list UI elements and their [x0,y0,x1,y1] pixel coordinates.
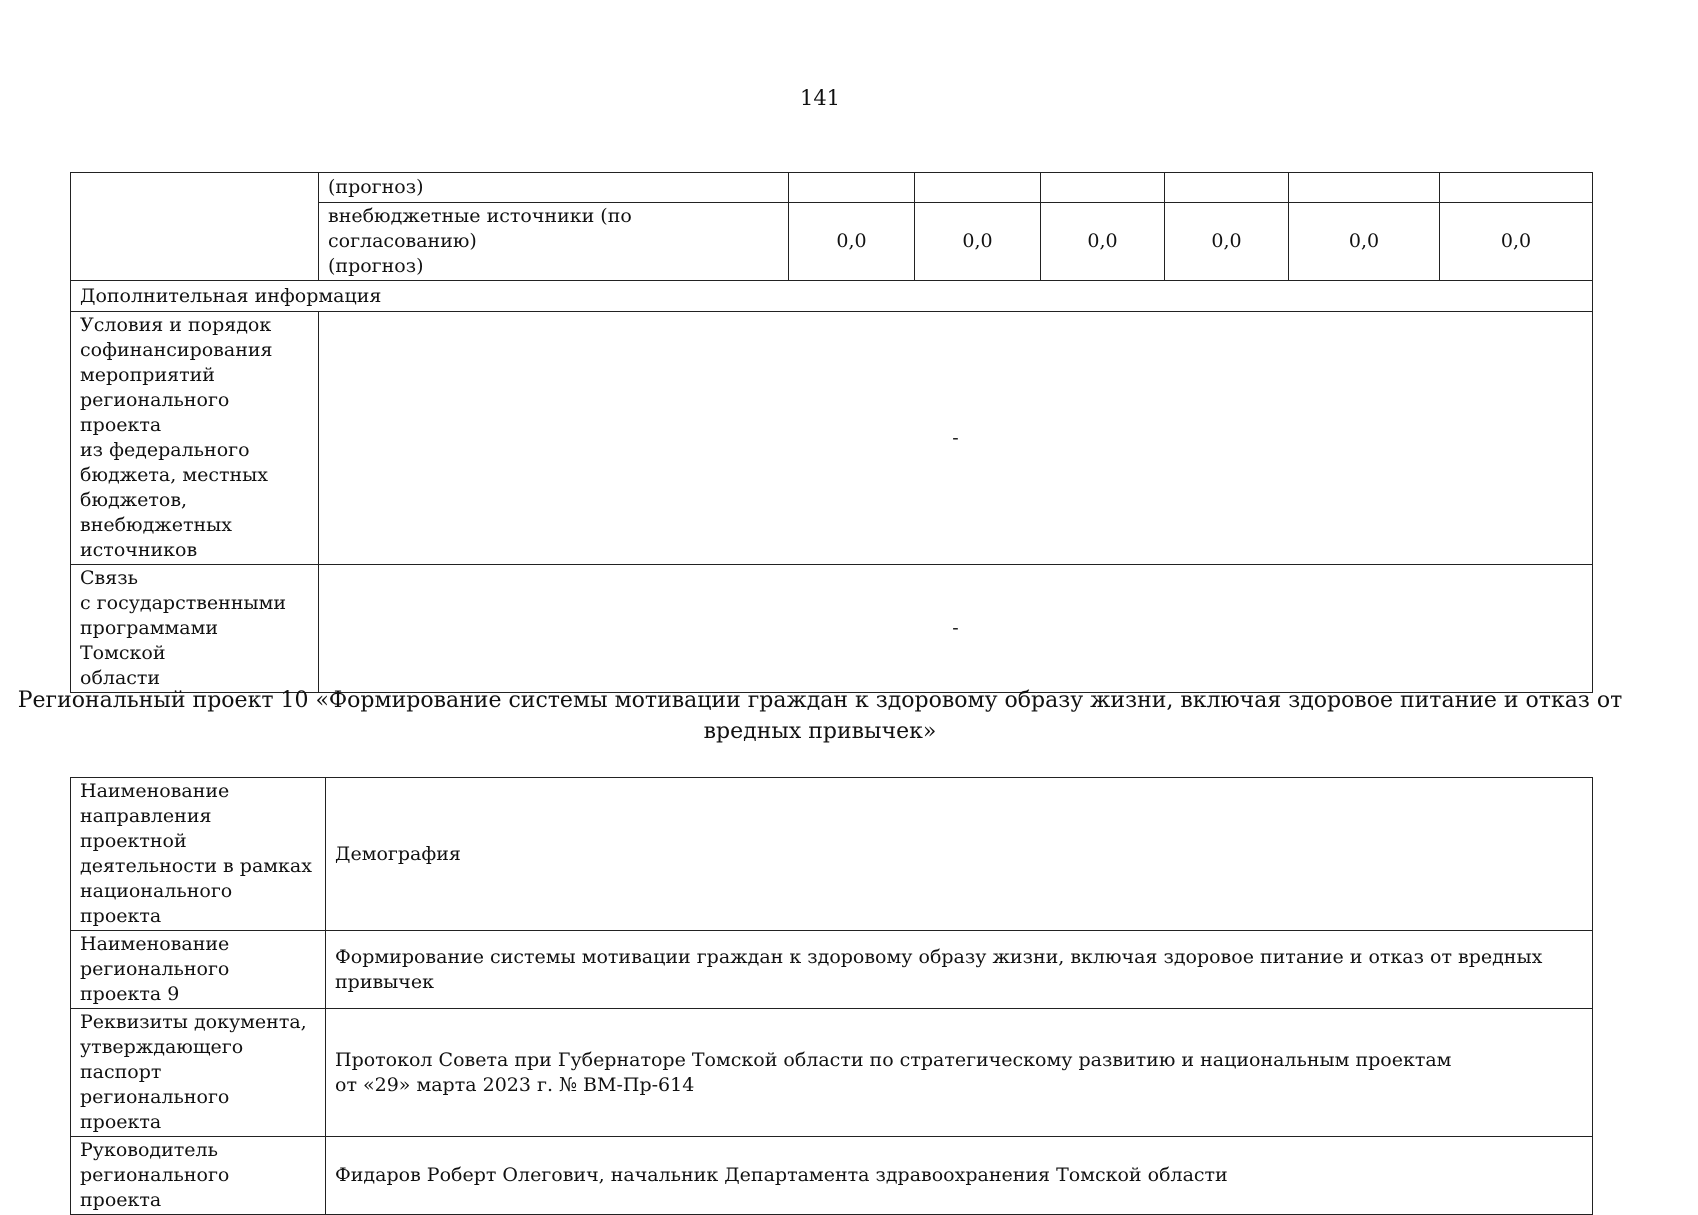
value-cell: 0,0 [1440,203,1593,281]
value-cell: 0,0 [1289,203,1440,281]
row-value: Фидаров Роберт Олегович, начальник Департамента здравоохранения Томской области [326,1137,1593,1215]
value-cell: 0,0 [1041,203,1165,281]
empty-cell [71,173,319,281]
financing-table [70,172,1593,693]
row-value: Формирование системы мотивации граждан к здоровому образу жизни, включая здоровое питание и отказ от вредных привычек [326,931,1593,1009]
value-cell: 0,0 [915,203,1041,281]
table-row [71,281,1593,312]
row-label: Реквизиты документа, утверждающего паспорт регионального проекта [71,1009,326,1137]
value-cell: 0,0 [789,203,915,281]
additional-info-label: Дополнительная информация [71,281,1593,312]
row-value: Протокол Совета при Губернаторе Томской области по стратегическому развитию и национальным проектам от «29» марта 2023 г. № ВМ-Пр-614 [326,1009,1593,1137]
table-row [71,778,1593,931]
table-row [71,312,1593,565]
row-label: Руководитель регионального проекта [71,1137,326,1215]
section-heading: Региональный проект 10 «Формирование системы мотивации граждан к здоровому образу жизни, включая здоровое питание и отказ от вредных привычек» [17,688,1623,744]
forecast-label: (прогноз) [319,173,789,203]
cofinancing-value: - [319,312,1593,565]
row-label: Наименование регионального проекта 9 [71,931,326,1009]
value-cell: 0,0 [1165,203,1289,281]
cofinancing-label: Условия и порядок софинансирования мероприятий регионального проекта из федерального бюджета, местных бюджетов, внебюджетных источников [71,312,319,565]
page-number: 141 [799,86,841,110]
program-link-label: Связь с государственными программами Томской области [71,565,319,693]
table-row [71,173,1593,203]
extrabudget-label: внебюджетные источники (по согласованию) (прогноз) [319,203,789,281]
table-row [71,931,1593,1009]
table-row [71,1009,1593,1137]
row-value: Демография [326,778,1593,931]
row-label: Наименование направления проектной деятельности в рамках национального проекта [71,778,326,931]
project-passport-table [70,777,1593,1215]
table-row [71,1137,1593,1215]
table-row [71,565,1593,693]
program-link-value: - [319,565,1593,693]
